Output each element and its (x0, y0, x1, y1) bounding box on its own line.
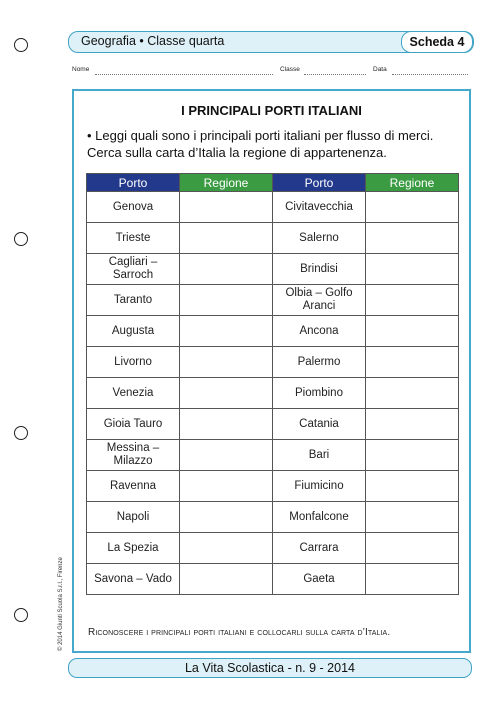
copyright-notice: © 2014 Giunti Scuola S.r.l., Firenze (58, 557, 64, 651)
region-answer-cell[interactable] (366, 254, 459, 285)
port-name-cell: Catania (273, 409, 366, 440)
port-name-cell: Monfalcone (273, 502, 366, 533)
region-answer-cell[interactable] (180, 192, 273, 223)
classe-label: Classe (280, 66, 300, 73)
region-answer-cell[interactable] (366, 471, 459, 502)
region-answer-cell[interactable] (366, 564, 459, 595)
nome-label: Nome (72, 66, 90, 73)
port-name-cell: Venezia (87, 378, 180, 409)
port-name-cell: Ravenna (87, 471, 180, 502)
port-name-cell: Brindisi (273, 254, 366, 285)
table-row (87, 285, 459, 316)
region-answer-cell[interactable] (180, 285, 273, 316)
region-answer-cell[interactable] (366, 409, 459, 440)
header-bar (68, 31, 474, 53)
port-name-cell: Napoli (87, 502, 180, 533)
sheet-label: Scheda 4 (401, 31, 473, 53)
port-name-cell: Salerno (273, 223, 366, 254)
region-answer-cell[interactable] (180, 533, 273, 564)
port-name-cell: Augusta (87, 316, 180, 347)
region-answer-cell[interactable] (180, 347, 273, 378)
region-answer-cell[interactable] (366, 502, 459, 533)
col-header-regione: Regione (180, 174, 273, 192)
table-row (87, 378, 459, 409)
port-name-cell: Bari (273, 440, 366, 471)
port-name-cell: Civitavecchia (273, 192, 366, 223)
worksheet-frame (72, 89, 471, 653)
port-name-cell: Olbia – Golfo Aranci (273, 285, 366, 316)
port-name-cell: Carrara (273, 533, 366, 564)
table-row (87, 254, 459, 285)
region-answer-cell[interactable] (366, 378, 459, 409)
ports-table (86, 173, 459, 595)
region-answer-cell[interactable] (366, 223, 459, 254)
port-name-cell: Fiumicino (273, 471, 366, 502)
region-answer-cell[interactable] (180, 564, 273, 595)
port-name-cell: Genova (87, 192, 180, 223)
footer-bar: La Vita Scolastica - n. 9 - 2014 (68, 658, 472, 678)
region-answer-cell[interactable] (366, 285, 459, 316)
table-row (87, 192, 459, 223)
port-name-cell: Taranto (87, 285, 180, 316)
col-header-porto: Porto (273, 174, 366, 192)
data-label: Data (373, 66, 387, 73)
region-answer-cell[interactable] (180, 409, 273, 440)
region-answer-cell[interactable] (366, 533, 459, 564)
table-row (87, 409, 459, 440)
region-answer-cell[interactable] (180, 471, 273, 502)
table-row (87, 564, 459, 595)
table-row (87, 502, 459, 533)
worksheet-title: I PRINCIPALI PORTI ITALIANI (181, 103, 362, 118)
binder-hole-2 (14, 232, 28, 246)
region-answer-cell[interactable] (366, 316, 459, 347)
port-name-cell: Trieste (87, 223, 180, 254)
region-answer-cell[interactable] (180, 440, 273, 471)
port-name-cell: Gioia Tauro (87, 409, 180, 440)
binder-hole-3 (14, 426, 28, 440)
table-row (87, 440, 459, 471)
table-row (87, 533, 459, 564)
col-header-porto: Porto (87, 174, 180, 192)
region-answer-cell[interactable] (366, 440, 459, 471)
table-row (87, 316, 459, 347)
port-name-cell: Messina – Milazzo (87, 440, 180, 471)
learning-objective: Riconoscere i principali porti italiani e collocarli sulla carta d’Italia. (88, 627, 391, 638)
table-body (87, 192, 459, 595)
port-name-cell: Livorno (87, 347, 180, 378)
region-answer-cell[interactable] (180, 254, 273, 285)
region-answer-cell[interactable] (180, 502, 273, 533)
nome-field[interactable] (95, 74, 273, 75)
region-answer-cell[interactable] (366, 192, 459, 223)
table-header-row (87, 174, 459, 192)
port-name-cell: Palermo (273, 347, 366, 378)
port-name-cell: Savona – Vado (87, 564, 180, 595)
classe-field[interactable] (304, 74, 366, 75)
table-row (87, 347, 459, 378)
port-name-cell: Gaeta (273, 564, 366, 595)
region-answer-cell[interactable] (180, 223, 273, 254)
binder-hole-4 (14, 608, 28, 622)
data-field[interactable] (392, 74, 468, 75)
table-row (87, 223, 459, 254)
port-name-cell: Piombino (273, 378, 366, 409)
region-answer-cell[interactable] (180, 378, 273, 409)
col-header-regione: Regione (366, 174, 459, 192)
table-row (87, 471, 459, 502)
port-name-cell: Cagliari – Sarroch (87, 254, 180, 285)
binder-hole-1 (14, 38, 28, 52)
region-answer-cell[interactable] (366, 347, 459, 378)
port-name-cell: La Spezia (87, 533, 180, 564)
port-name-cell: Ancona (273, 316, 366, 347)
region-answer-cell[interactable] (180, 316, 273, 347)
instruction-text: • Leggi quali sono i principali porti italiani per flusso di merci. Cerca sulla carta d’Italia la regione di appartenenza. (87, 128, 434, 160)
subject-title: Geografia • Classe quarta (81, 34, 225, 48)
